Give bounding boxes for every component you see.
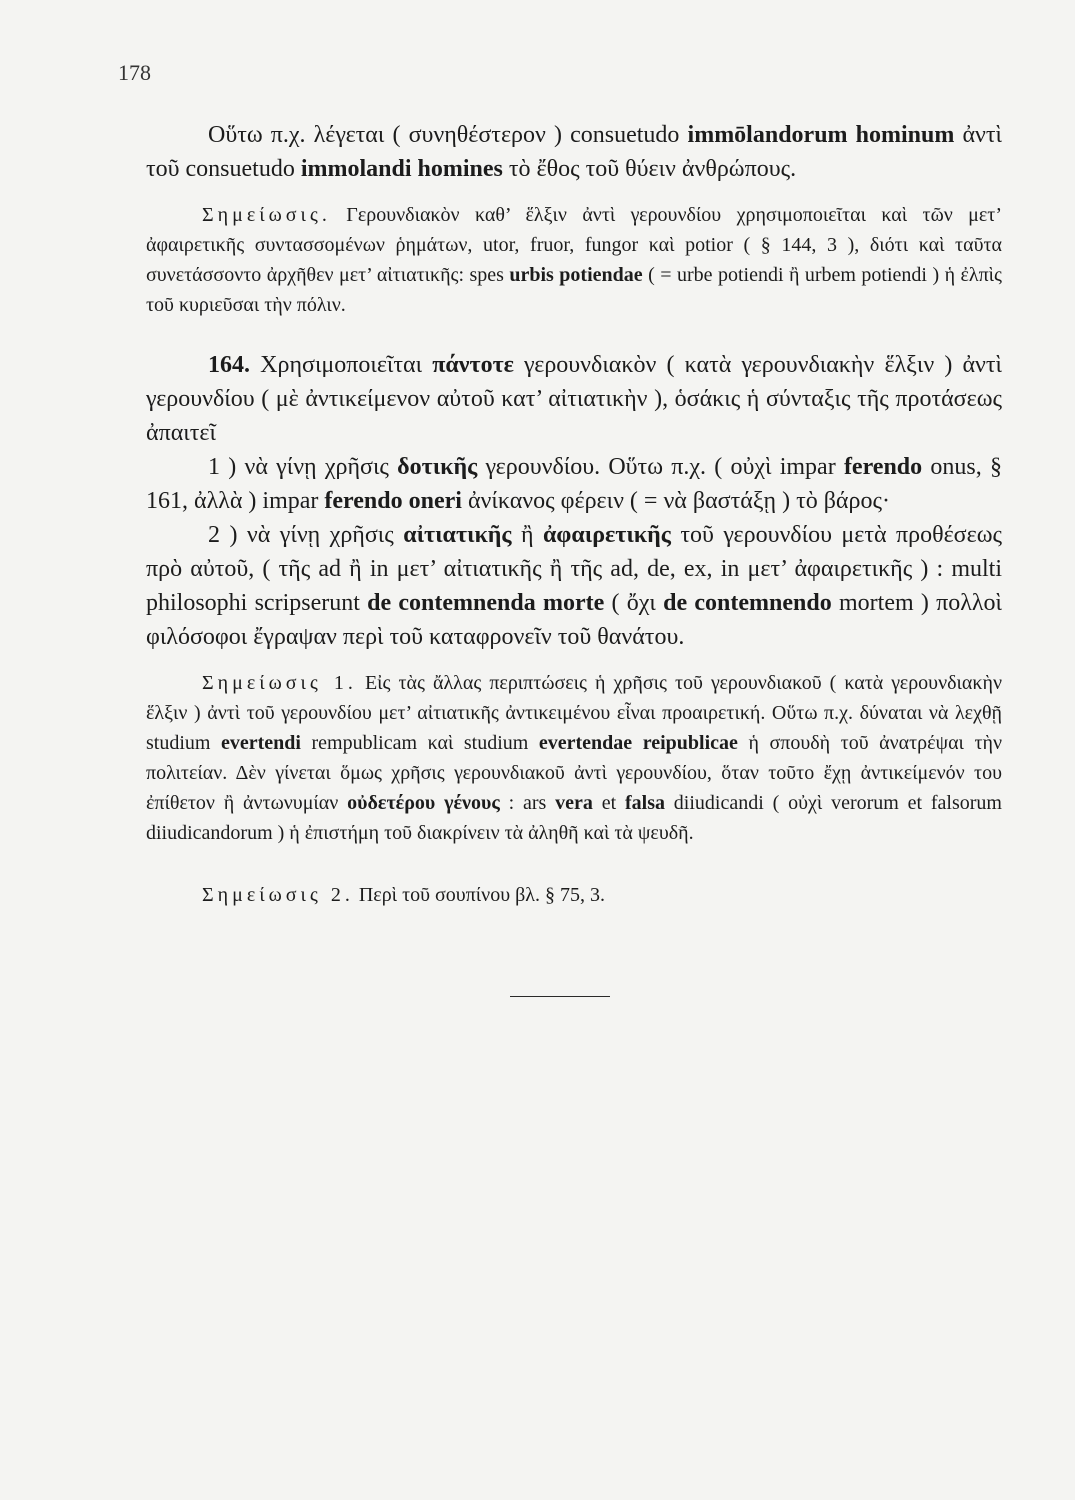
note-label: Σημείωσις 2. [202, 884, 354, 906]
note-label: Σημείωσις. [202, 204, 331, 226]
page-number: 178 [118, 60, 151, 85]
note-label: Σημείωσις 1. [202, 672, 357, 694]
list-item-1-dative: 1 ) νὰ γίνῃ χρῆσις δοτικῆς γερουνδίου. Οὕτω π.χ. ( οὐχὶ impar ferendo onus, § 161, ἀλλὰ ) impar ferendo oneri ἀνίκανος φέρειν ( = νὰ βαστάξῃ ) τὸ βάρος· [146, 454, 1002, 514]
section-164: 164. Χρησιμοποιεῖται πάντοτε γερουνδιακὸν ( κατὰ γερουνδιακὴν ἕλξιν ) ἀντὶ γερουνδίου ( μὲ ἀντικείμενον αὐτοῦ κατ’ αἰτιατικὴν ), ὁσάκις ἡ σύνταξις τῆς προτάσεως ἀπαιτεῖ [146, 352, 1003, 446]
section-number: 164. [208, 352, 250, 378]
note-2-supine-reference: Σημείωσις 2. Περὶ τοῦ σουπίνου βλ. § 75, 3. [202, 884, 605, 906]
list-item-2-accusative-ablative: 2 ) νὰ γίνῃ χρῆσις αἰτιατικῆς ἢ ἀφαιρετικῆς τοῦ γερουνδίου μετὰ προθέσεως πρὸ αὐτοῦ, ( τῆς ad ἢ in μετ’ αἰτιατικῆς ἢ τῆς ad, de, ex, in μετ’ ἀφαιρετικῆς ) : multi philosophi scripserunt de contemnenda morte ( ὄχι de contemnendo mortem ) πολλοὶ φιλόσοφοι ἔγραψαν περὶ τοῦ καταφρονεῖν τοῦ θανάτου. [146, 522, 1002, 650]
end-rule-divider [510, 996, 610, 997]
paragraph-consuetudo-example: Οὕτω π.χ. λέγεται ( συνηθέστερον ) consuetudo immōlandorum hominum ἀντὶ τοῦ consuetudo immolandi homines τὸ ἔθος τοῦ θύειν ἀνθρώπους. [146, 122, 1003, 182]
note-1-optional-usage: Σημείωσις 1. Εἰς τὰς ἄλλας περιπτώσεις ἡ χρῆσις τοῦ γερουνδιακοῦ ( κατὰ γερουνδιακὴν ἕλξιν ) ἀντὶ τοῦ γερουνδίου μετ’ αἰτιατικῆς ἀντικειμένου εἶναι προαιρετική. Οὕτω π.χ. δύναται νὰ λεχθῇ studium evertendi rempublicam καὶ studium evertendae reipublicae ἡ σπουδὴ τοῦ ἀνατρέψαι τὴν πολιτείαν. Δὲν γίνεται ὅμως χρῆσις γερουνδιακοῦ ἀντὶ γερουνδίου, ὅταν τοῦτο ἔχῃ ἀντικείμενόν του ἐπίθετον ἢ ἀντωνυμίαν οὐδετέρου γένους : ars vera et falsa diiudicandi ( οὐχὶ verorum et falsorum diiudicandorum ) ἡ ἐπιστήμη τοῦ διακρίνειν τὰ ἀληθῆ καὶ τὰ ψευδῆ. [146, 672, 1003, 844]
note-gerundive-attraction: Σημείωσις. Γερουνδιακὸν καθ’ ἕλξιν ἀντὶ γερουνδίου χρησιμοποιεῖται καὶ τῶν μετ’ ἀφαιρετικῆς συντασσομένων ῥημάτων, utor, fruor, fungor καὶ potior ( § 144, 3 ), διότι καὶ ταῦτα συνετάσσοντο ἀρχῆθεν μετ’ αἰτιατικῆς: spes urbis potiendae ( = urbe potiendi ἢ urbem potiendi ) ἡ ἐλπὶς τοῦ κυριεῦσαι τὴν πόλιν. [146, 204, 1002, 316]
body-text [146, 118, 1002, 997]
